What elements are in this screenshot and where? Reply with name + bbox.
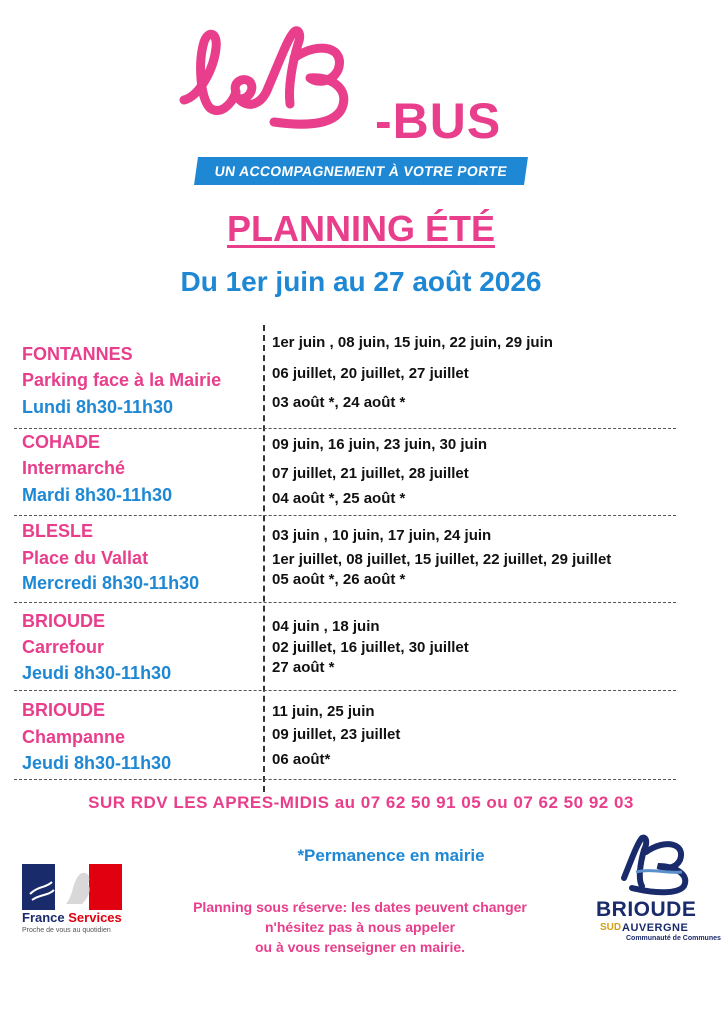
dates-july: 07 juillet, 21 juillet, 28 juillet xyxy=(272,465,469,482)
page-title: PLANNING ÉTÉ xyxy=(226,208,495,249)
dates-june: 09 juin, 16 juin, 23 juin, 30 juin xyxy=(272,436,488,453)
schedule-row-blesle xyxy=(14,518,676,603)
disclaimer-line: ou à vous renseigner en mairie. xyxy=(254,939,466,955)
stop-time: Jeudi 8h30-11h30 xyxy=(22,663,172,683)
town-name: BRIOUDE xyxy=(22,700,106,720)
town-name: BLESLE xyxy=(22,521,94,541)
town-name: FONTANNES xyxy=(22,344,133,364)
dates-august: 03 août *, 24 août * xyxy=(272,394,406,411)
dates-june: 03 juin , 10 juin, 17 juin, 24 juin xyxy=(272,527,492,544)
disclaimer-line: n'hésitez pas à nous appeler xyxy=(264,919,456,935)
dates-july: 1er juillet, 08 juillet, 15 juillet, 22 juillet, 29 juillet xyxy=(272,551,612,568)
dates-june: 1er juin , 08 juin, 15 juin, 22 juin, 29 juin xyxy=(272,334,553,351)
disclaimer-line: Planning sous réserve: les dates peuvent changer xyxy=(193,899,527,915)
stop-location: Place du Vallat xyxy=(22,548,149,568)
dates-june: 04 juin , 18 juin xyxy=(272,618,380,635)
stop-time: Lundi 8h30-11h30 xyxy=(22,397,174,417)
dates-july: 02 juillet, 16 juillet, 30 juillet xyxy=(272,639,469,656)
france-word: France xyxy=(22,910,65,925)
services-word: Services xyxy=(68,910,122,925)
permanence-note: *Permanence en mairie xyxy=(297,846,485,865)
brioude-b-emblem-icon xyxy=(612,828,702,898)
stop-time: Jeudi 8h30-11h30 xyxy=(22,753,172,773)
row-divider xyxy=(14,515,676,516)
town-name: BRIOUDE xyxy=(22,611,106,631)
france-services-flag-icon xyxy=(22,864,122,910)
schedule-row-brioude-carrefour xyxy=(14,606,676,691)
stop-location: Champanne xyxy=(22,727,126,747)
stop-location: Carrefour xyxy=(22,637,105,657)
dates-july: 06 juillet, 20 juillet, 27 juillet xyxy=(272,365,469,382)
dates-august: 27 août * xyxy=(272,659,335,676)
france-services-tagline: Proche de vous au quotidien xyxy=(22,927,111,934)
rdv-phone-line: SUR RDV LES APRES-MIDIS au 07 62 50 91 05 ou 07 62 50 92 03 xyxy=(88,793,634,812)
schedule-row-cohade xyxy=(14,430,676,515)
dates-august: 05 août *, 26 août * xyxy=(272,571,406,588)
stop-time: Mardi 8h30-11h30 xyxy=(22,485,173,505)
row-divider xyxy=(14,428,676,429)
brioude-logo-auvergne: AUVERGNE xyxy=(622,922,689,934)
schedule-row-fontannes xyxy=(14,330,676,428)
stop-location: Parking face à la Mairie xyxy=(22,370,222,390)
le-b-logo-icon xyxy=(170,18,380,148)
tagline-banner: UN ACCOMPAGNEMENT À VOTRE PORTE xyxy=(194,157,528,185)
date-range-subtitle: Du 1er juin au 27 août 2026 xyxy=(180,266,542,297)
bus-wordmark: -BUS xyxy=(375,93,502,149)
brioude-logo-sud: SUD xyxy=(600,922,622,933)
france-services-label xyxy=(22,910,122,925)
stop-location: Intermarché xyxy=(22,458,126,478)
schedule-row-brioude-champanne xyxy=(14,694,676,779)
dates-june: 11 juin, 25 juin xyxy=(272,703,375,720)
town-name: COHADE xyxy=(22,432,101,452)
row-divider xyxy=(14,779,676,780)
dates-august: 06 août* xyxy=(272,751,331,768)
brioude-logo-name: BRIOUDE xyxy=(596,898,697,921)
stop-time: Mercredi 8h30-11h30 xyxy=(22,573,200,593)
dates-august: 04 août *, 25 août * xyxy=(272,490,406,507)
dates-july: 09 juillet, 23 juillet xyxy=(272,726,401,743)
brioude-logo-subtitle: Communauté de Communes xyxy=(626,935,721,942)
